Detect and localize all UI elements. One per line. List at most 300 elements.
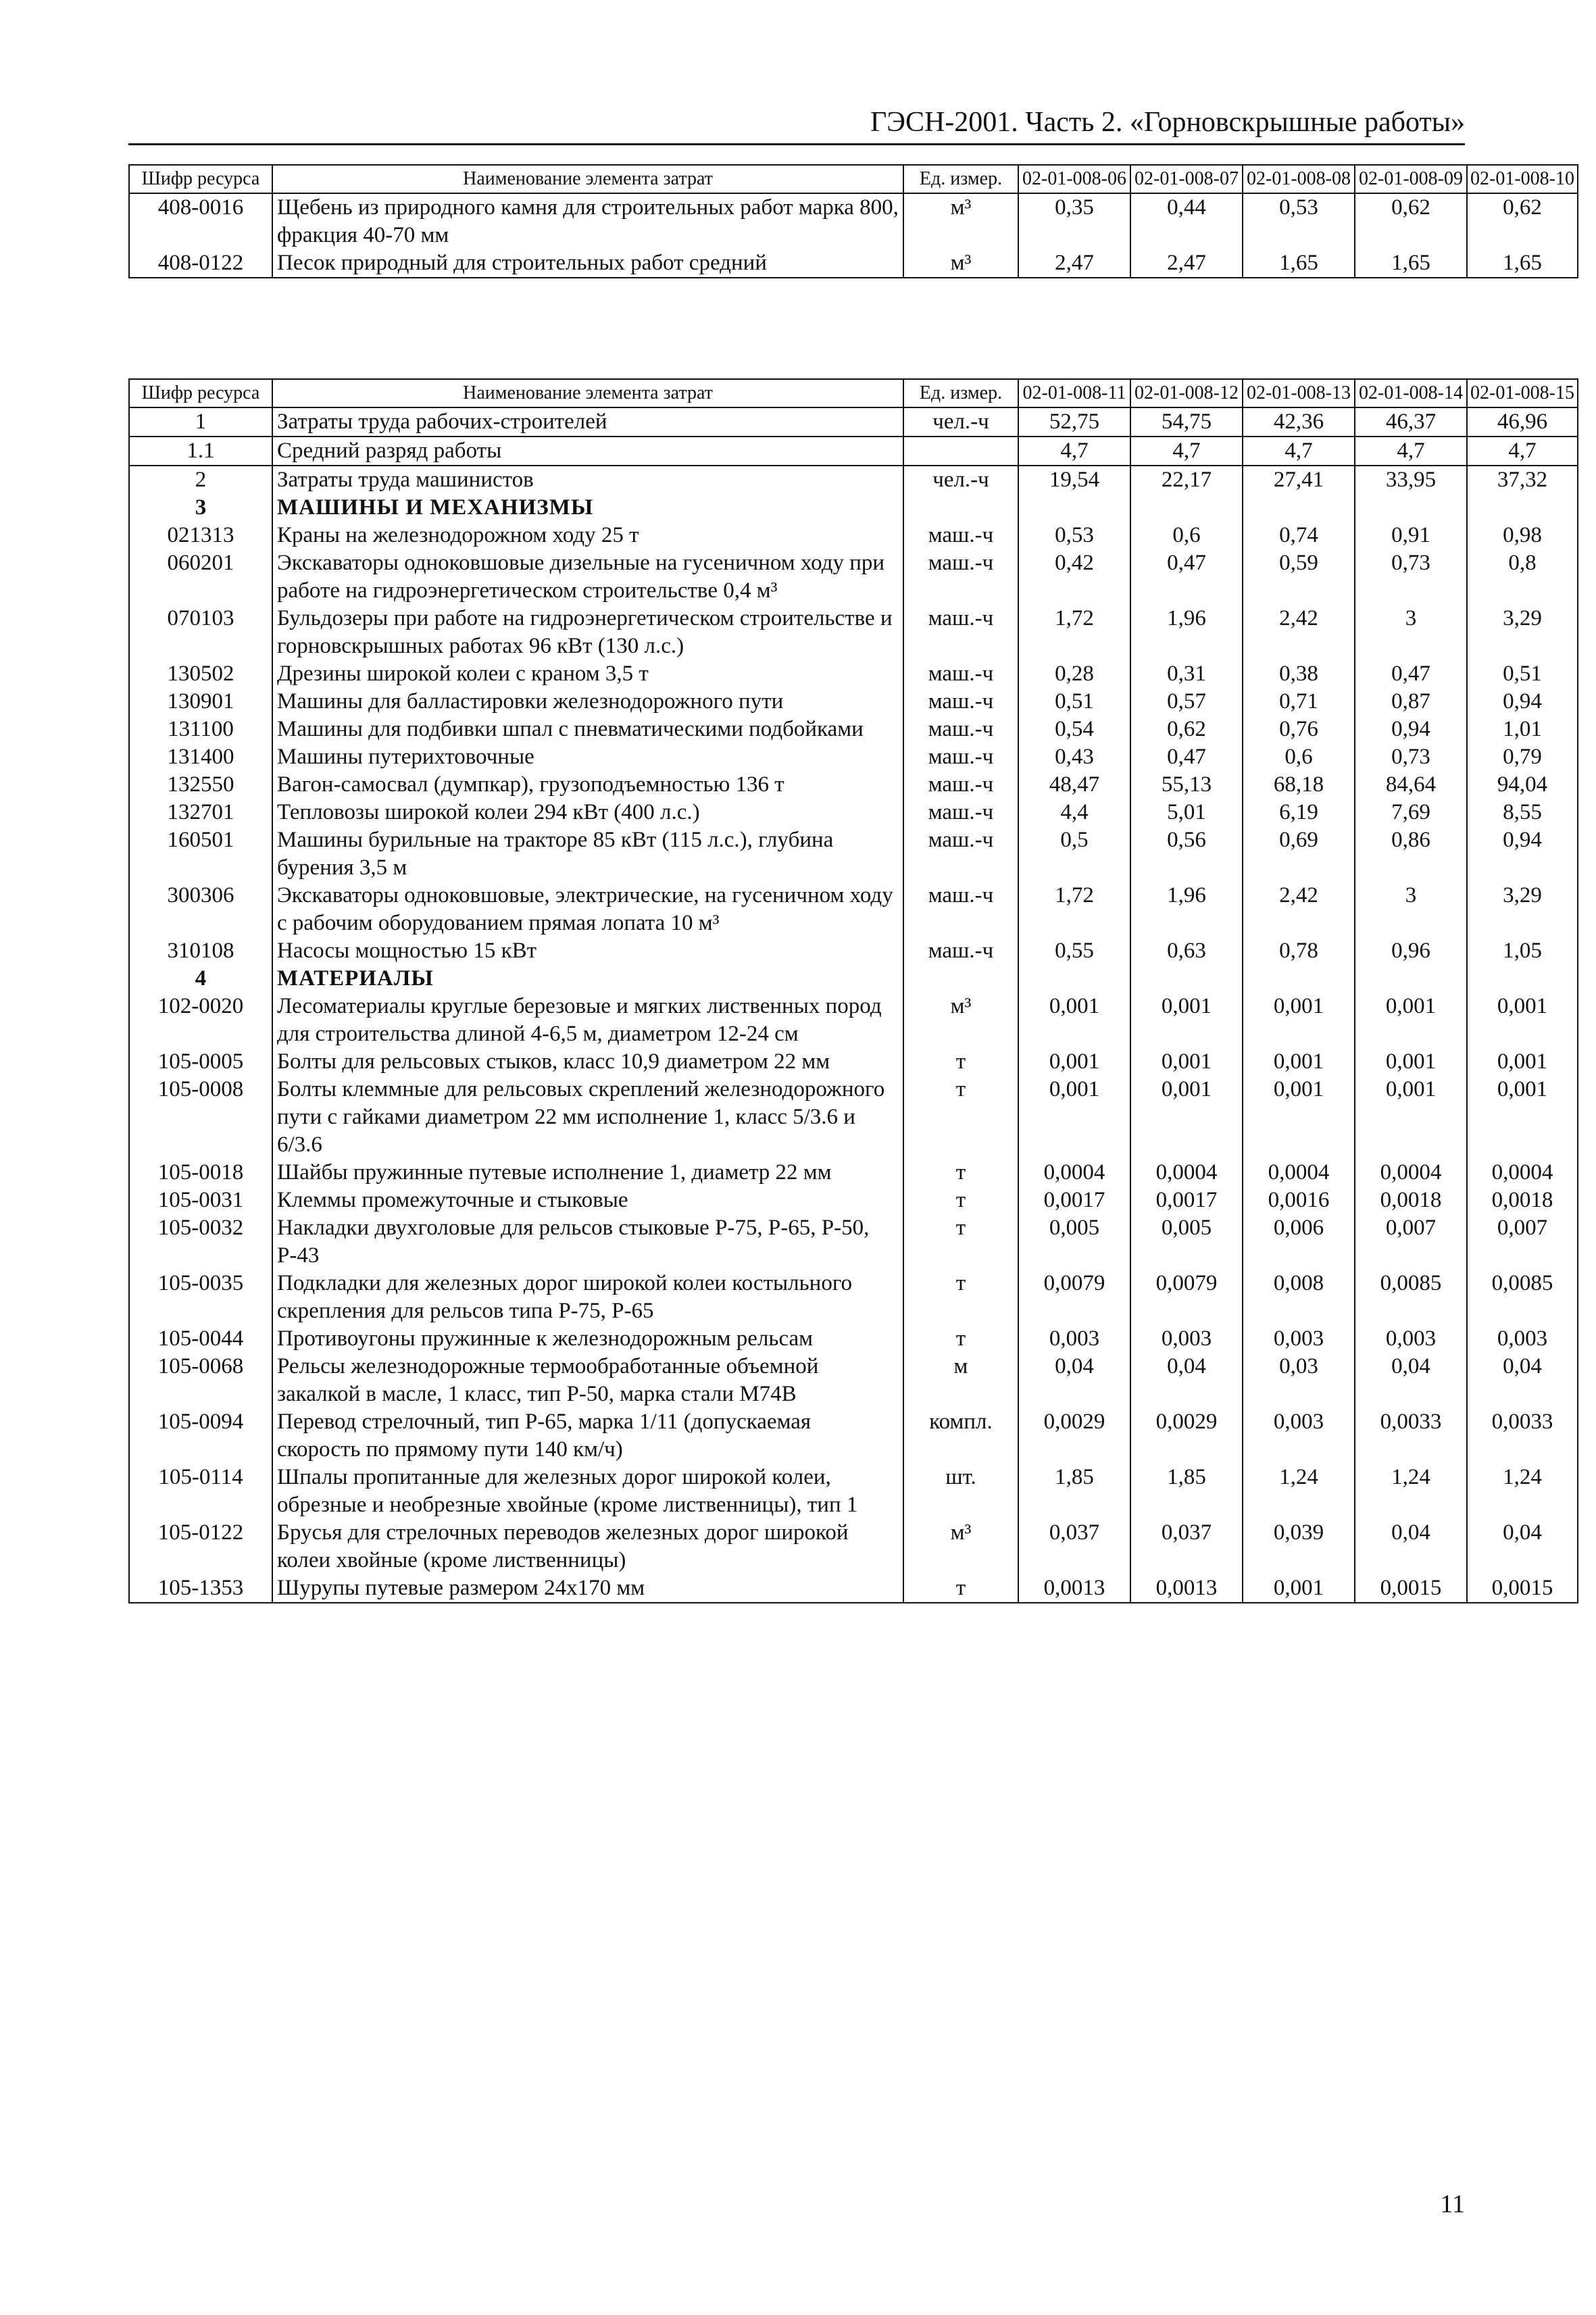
- norm-value: 0,03: [1243, 1353, 1355, 1408]
- norm-value: 4,7: [1130, 437, 1243, 466]
- table-row: [129, 882, 1578, 937]
- norm-value: [1130, 494, 1243, 522]
- unit-of-measure: маш.-ч: [903, 937, 1018, 965]
- unit-of-measure: маш.-ч: [903, 826, 1018, 882]
- norm-value: 48,47: [1018, 771, 1130, 799]
- table-row: [129, 716, 1578, 743]
- resource-code: 132701: [129, 799, 272, 826]
- norm-value: 0,59: [1243, 549, 1355, 605]
- resource-code: 105-1353: [129, 1574, 272, 1603]
- resource-code: 105-0005: [129, 1048, 272, 1076]
- norm-value: 54,75: [1130, 407, 1243, 437]
- resource-name: Экскаваторы одноковшовые дизельные на гусеничном ходу при работе на гидроэнергетическом строительстве 0,4 м³: [272, 549, 903, 605]
- page-header: [128, 107, 1465, 145]
- norm-value: 0,0004: [1018, 1159, 1130, 1187]
- table-row: [129, 1270, 1578, 1325]
- norm-value: [1467, 965, 1578, 993]
- norm-value: 7,69: [1355, 799, 1467, 826]
- norm-value: 0,62: [1467, 193, 1578, 249]
- resource-code: 300306: [129, 882, 272, 937]
- norm-value: 0,04: [1018, 1353, 1130, 1408]
- resource-name: Песок природный для строительных работ средний: [272, 249, 903, 278]
- unit-of-measure: м: [903, 1353, 1018, 1408]
- header-col-id: 02-01-008-10: [1467, 165, 1578, 193]
- header-col-id: 02-01-008-06: [1018, 165, 1130, 193]
- header-col-id: 02-01-008-12: [1130, 379, 1243, 407]
- norm-value: 0,0079: [1018, 1270, 1130, 1325]
- norm-value: 27,41: [1243, 466, 1355, 494]
- norm-value: 0,47: [1130, 743, 1243, 771]
- resource-name: Машины для балластировки железнодорожного пути: [272, 688, 903, 716]
- unit-of-measure: компл.: [903, 1408, 1018, 1464]
- norm-value: 0,001: [1355, 1048, 1467, 1076]
- unit-of-measure: т: [903, 1048, 1018, 1076]
- norm-value: 0,0029: [1018, 1408, 1130, 1464]
- norm-value: 37,32: [1467, 466, 1578, 494]
- resource-name: Клеммы промежуточные и стыковые: [272, 1187, 903, 1214]
- norm-value: 0,73: [1355, 743, 1467, 771]
- norm-value: 0,04: [1355, 1353, 1467, 1408]
- resource-name: Болты для рельсовых стыков, класс 10,9 диаметром 22 мм: [272, 1048, 903, 1076]
- header-code: Шифр ресурса: [129, 165, 272, 193]
- unit-of-measure: маш.-ч: [903, 743, 1018, 771]
- norm-value: 3,29: [1467, 882, 1578, 937]
- norm-value: 2,42: [1243, 882, 1355, 937]
- document-title: ГЭСН-2001. Часть 2. «Горновскрышные работы»: [870, 107, 1465, 138]
- resource-name: Лесоматериалы круглые березовые и мягких лиственных пород для строительства длиной 4-6,5 м, диаметром 12-24 см: [272, 993, 903, 1048]
- unit-of-measure: маш.-ч: [903, 660, 1018, 688]
- norm-value: 1,05: [1467, 937, 1578, 965]
- norm-value: 0,0085: [1355, 1270, 1467, 1325]
- norm-value: 0,0004: [1467, 1159, 1578, 1187]
- resource-code: 408-0122: [129, 249, 272, 278]
- norm-value: 0,001: [1355, 993, 1467, 1048]
- norm-value: 4,7: [1355, 437, 1467, 466]
- norm-value: 0,003: [1130, 1325, 1243, 1353]
- unit-of-measure: т: [903, 1076, 1018, 1159]
- table-row: [129, 1353, 1578, 1408]
- norm-value: 1,24: [1355, 1464, 1467, 1519]
- unit-of-measure: т: [903, 1325, 1018, 1353]
- resource-code: 021313: [129, 522, 272, 549]
- norm-value: [1130, 965, 1243, 993]
- norm-value: 0,0015: [1355, 1574, 1467, 1603]
- norm-value: 0,04: [1355, 1519, 1467, 1574]
- norm-value: 0,001: [1130, 993, 1243, 1048]
- unit-of-measure: маш.-ч: [903, 771, 1018, 799]
- norm-value: 0,94: [1355, 716, 1467, 743]
- norm-value: 0,43: [1018, 743, 1130, 771]
- header-name: Наименование элемента затрат: [272, 379, 903, 407]
- resource-name: Подкладки для железных дорог широкой колеи костыльного скрепления для рельсов типа Р-75, Р-65: [272, 1270, 903, 1325]
- norm-value: 1,85: [1018, 1464, 1130, 1519]
- resource-code: 102-0020: [129, 993, 272, 1048]
- norm-value: 0,31: [1130, 660, 1243, 688]
- norm-value: 0,78: [1243, 937, 1355, 965]
- unit-of-measure: чел.-ч: [903, 407, 1018, 437]
- norm-value: 0,94: [1467, 826, 1578, 882]
- norm-value: 0,38: [1243, 660, 1355, 688]
- resource-code: 160501: [129, 826, 272, 882]
- norm-value: 94,04: [1467, 771, 1578, 799]
- norm-value: 2,47: [1130, 249, 1243, 278]
- resource-name: Бульдозеры при работе на гидроэнергетическом строительстве и горновскрышных работах 96 кВт (130 л.с.): [272, 605, 903, 660]
- norm-value: 52,75: [1018, 407, 1130, 437]
- norm-value: 0,0018: [1467, 1187, 1578, 1214]
- resource-name: Тепловозы широкой колеи 294 кВт (400 л.с.): [272, 799, 903, 826]
- norm-value: 0,0033: [1467, 1408, 1578, 1464]
- norm-value: 84,64: [1355, 771, 1467, 799]
- norm-value: 0,04: [1467, 1353, 1578, 1408]
- norm-value: 0,57: [1130, 688, 1243, 716]
- norm-value: 0,0004: [1243, 1159, 1355, 1187]
- unit-of-measure: т: [903, 1270, 1018, 1325]
- norm-value: 0,71: [1243, 688, 1355, 716]
- table-row: [129, 1214, 1578, 1270]
- resource-code: 408-0016: [129, 193, 272, 249]
- norm-value: 0,47: [1355, 660, 1467, 688]
- unit-of-measure: [903, 965, 1018, 993]
- unit-of-measure: т: [903, 1159, 1018, 1187]
- unit-of-measure: шт.: [903, 1464, 1018, 1519]
- norm-value: 0,04: [1130, 1353, 1243, 1408]
- resource-code: 1.1: [129, 437, 272, 466]
- norm-value: 0,28: [1018, 660, 1130, 688]
- resource-name: Щебень из природного камня для строительных работ марка 800, фракция 40-70 мм: [272, 193, 903, 249]
- norm-value: 0,51: [1467, 660, 1578, 688]
- norm-value: 0,35: [1018, 193, 1130, 249]
- resource-name: Вагон-самосвал (думпкар), грузоподъемностью 136 т: [272, 771, 903, 799]
- norm-value: 0,005: [1018, 1214, 1130, 1270]
- norm-value: 0,53: [1018, 522, 1130, 549]
- table-row: [129, 1048, 1578, 1076]
- norm-value: 0,001: [1018, 1076, 1130, 1159]
- norm-value: 46,37: [1355, 407, 1467, 437]
- header-unit: Ед. измер.: [903, 379, 1018, 407]
- header-col-id: 02-01-008-09: [1355, 165, 1467, 193]
- table-header-row: [129, 165, 1578, 193]
- unit-of-measure: маш.-ч: [903, 882, 1018, 937]
- norm-value: 0,96: [1355, 937, 1467, 965]
- resource-name: Противоугоны пружинные к железнодорожным рельсам: [272, 1325, 903, 1353]
- norm-value: 19,54: [1018, 466, 1130, 494]
- norm-value: 0,56: [1130, 826, 1243, 882]
- resource-name: Рельсы железнодорожные термообработанные объемной закалкой в масле, 1 класс, тип Р-50, марка стали М74В: [272, 1353, 903, 1408]
- resource-name: Шайбы пружинные путевые исполнение 1, диаметр 22 мм: [272, 1159, 903, 1187]
- norm-value: 0,001: [1243, 1076, 1355, 1159]
- norm-value: 0,003: [1467, 1325, 1578, 1353]
- resource-code: 105-0018: [129, 1159, 272, 1187]
- resource-code: 130502: [129, 660, 272, 688]
- resource-code: 105-0044: [129, 1325, 272, 1353]
- norm-value: 1,85: [1130, 1464, 1243, 1519]
- resource-name: Накладки двухголовые для рельсов стыковые Р-75, Р-65, Р-50, Р-43: [272, 1214, 903, 1270]
- unit-of-measure: т: [903, 1214, 1018, 1270]
- norm-value: 0,55: [1018, 937, 1130, 965]
- norm-value: 0,42: [1018, 549, 1130, 605]
- norm-value: 22,17: [1130, 466, 1243, 494]
- table-row: [129, 1325, 1578, 1353]
- resource-name: Затраты труда рабочих-строителей: [272, 407, 903, 437]
- norm-value: 6,19: [1243, 799, 1355, 826]
- unit-of-measure: [903, 437, 1018, 466]
- norm-value: 3: [1355, 605, 1467, 660]
- table-row: [129, 1519, 1578, 1574]
- resource-code: 4: [129, 965, 272, 993]
- norm-value: 0,001: [1355, 1076, 1467, 1159]
- norm-value: 0,5: [1018, 826, 1130, 882]
- table-row: [129, 826, 1578, 882]
- norm-value: 0,003: [1355, 1325, 1467, 1353]
- norm-value: 0,62: [1130, 716, 1243, 743]
- unit-of-measure: чел.-ч: [903, 466, 1018, 494]
- resource-code: 105-0035: [129, 1270, 272, 1325]
- norm-value: 0,04: [1467, 1519, 1578, 1574]
- resource-code: 070103: [129, 605, 272, 660]
- header-code: Шифр ресурса: [129, 379, 272, 407]
- table-row: [129, 249, 1578, 278]
- unit-of-measure: маш.-ч: [903, 799, 1018, 826]
- table-row: [129, 799, 1578, 826]
- norm-value: [1467, 494, 1578, 522]
- norm-value: 0,73: [1355, 549, 1467, 605]
- table-header-row: [129, 379, 1578, 407]
- norm-value: 0,0016: [1243, 1187, 1355, 1214]
- table-row: [129, 688, 1578, 716]
- unit-of-measure: маш.-ч: [903, 522, 1018, 549]
- norm-value: 0,8: [1467, 549, 1578, 605]
- header-col-id: 02-01-008-13: [1243, 379, 1355, 407]
- norm-value: 0,001: [1018, 1048, 1130, 1076]
- unit-of-measure: маш.-ч: [903, 688, 1018, 716]
- norm-value: 0,6: [1130, 522, 1243, 549]
- table-row: [129, 743, 1578, 771]
- norm-value: 0,001: [1467, 993, 1578, 1048]
- norm-value: 68,18: [1243, 771, 1355, 799]
- norm-value: 0,037: [1018, 1519, 1130, 1574]
- unit-of-measure: м³: [903, 193, 1018, 249]
- unit-of-measure: м³: [903, 993, 1018, 1048]
- norm-value: 0,6: [1243, 743, 1355, 771]
- header-col-id: 02-01-008-08: [1243, 165, 1355, 193]
- norm-value: 0,79: [1467, 743, 1578, 771]
- norm-value: 0,94: [1467, 688, 1578, 716]
- header-unit: Ед. измер.: [903, 165, 1018, 193]
- resource-table-2: [128, 378, 1578, 1603]
- table-row: [129, 660, 1578, 688]
- norm-value: 0,037: [1130, 1519, 1243, 1574]
- norm-value: 1,96: [1130, 605, 1243, 660]
- header-col-id: 02-01-008-11: [1018, 379, 1130, 407]
- resource-code: 131400: [129, 743, 272, 771]
- table-row: [129, 437, 1578, 466]
- norm-value: [1018, 965, 1130, 993]
- resource-code: 105-0068: [129, 1353, 272, 1408]
- norm-value: 0,008: [1243, 1270, 1355, 1325]
- norm-value: [1355, 965, 1467, 993]
- unit-of-measure: маш.-ч: [903, 716, 1018, 743]
- norm-value: 0,0085: [1467, 1270, 1578, 1325]
- unit-of-measure: т: [903, 1574, 1018, 1603]
- norm-value: 3,29: [1467, 605, 1578, 660]
- resource-name: Дрезины широкой колеи с краном 3,5 т: [272, 660, 903, 688]
- norm-value: 0,0004: [1355, 1159, 1467, 1187]
- resource-name: Шурупы путевые размером 24х170 мм: [272, 1574, 903, 1603]
- norm-value: 0,001: [1243, 993, 1355, 1048]
- norm-value: 1,24: [1467, 1464, 1578, 1519]
- table-row: [129, 1159, 1578, 1187]
- header-col-id: 02-01-008-15: [1467, 379, 1578, 407]
- norm-value: 0,87: [1355, 688, 1467, 716]
- resource-name: Средний разряд работы: [272, 437, 903, 466]
- norm-value: 1,96: [1130, 882, 1243, 937]
- resource-name: Машины путерихтовочные: [272, 743, 903, 771]
- resource-code: 131100: [129, 716, 272, 743]
- norm-value: 0,0079: [1130, 1270, 1243, 1325]
- resource-code: 060201: [129, 549, 272, 605]
- resource-code: 3: [129, 494, 272, 522]
- norm-value: 0,001: [1467, 1076, 1578, 1159]
- norm-value: 0,001: [1243, 1574, 1355, 1603]
- unit-of-measure: маш.-ч: [903, 549, 1018, 605]
- norm-value: 1,65: [1243, 249, 1355, 278]
- unit-of-measure: [903, 494, 1018, 522]
- norm-value: 4,4: [1018, 799, 1130, 826]
- resource-code: 105-0094: [129, 1408, 272, 1464]
- page-number: 11: [1440, 2190, 1465, 2218]
- resource-code: 132550: [129, 771, 272, 799]
- unit-of-measure: м³: [903, 1519, 1018, 1574]
- norm-value: 0,006: [1243, 1214, 1355, 1270]
- norm-value: 8,55: [1467, 799, 1578, 826]
- norm-value: 42,36: [1243, 407, 1355, 437]
- table-row: [129, 1187, 1578, 1214]
- norm-value: 0,0015: [1467, 1574, 1578, 1603]
- resource-name: Брусья для стрелочных переводов железных дорог широкой колеи хвойные (кроме лиственницы): [272, 1519, 903, 1574]
- resource-code: 105-0032: [129, 1214, 272, 1270]
- norm-value: 0,0017: [1130, 1187, 1243, 1214]
- norm-value: 0,0029: [1130, 1408, 1243, 1464]
- table-2-body: [129, 407, 1578, 1603]
- header-col-id: 02-01-008-14: [1355, 379, 1467, 407]
- norm-value: 2,47: [1018, 249, 1130, 278]
- norm-value: 0,007: [1355, 1214, 1467, 1270]
- norm-value: 0,0018: [1355, 1187, 1467, 1214]
- norm-value: 0,53: [1243, 193, 1355, 249]
- table-row: [129, 605, 1578, 660]
- resource-code: 105-0031: [129, 1187, 272, 1214]
- norm-value: 0,001: [1467, 1048, 1578, 1076]
- norm-value: 0,54: [1018, 716, 1130, 743]
- norm-value: [1018, 494, 1130, 522]
- resource-name: Шпалы пропитанные для железных дорог широкой колеи, обрезные и необрезные хвойные (кроме лиственницы), тип 1: [272, 1464, 903, 1519]
- resource-name: Перевод стрелочный, тип Р-65, марка 1/11 (допускаемая скорость по прямому пути 140 км/ч): [272, 1408, 903, 1464]
- table-row: [129, 965, 1578, 993]
- unit-of-measure: м³: [903, 249, 1018, 278]
- norm-value: 0,0033: [1355, 1408, 1467, 1464]
- norm-value: 0,69: [1243, 826, 1355, 882]
- norm-value: 1,01: [1467, 716, 1578, 743]
- norm-value: 0,44: [1130, 193, 1243, 249]
- norm-value: 0,005: [1130, 1214, 1243, 1270]
- norm-value: 0,47: [1130, 549, 1243, 605]
- unit-of-measure: т: [903, 1187, 1018, 1214]
- table-row: [129, 466, 1578, 494]
- norm-value: 1,65: [1467, 249, 1578, 278]
- norm-value: 1,72: [1018, 882, 1130, 937]
- norm-value: 33,95: [1355, 466, 1467, 494]
- norm-value: 0,98: [1467, 522, 1578, 549]
- norm-value: 3: [1355, 882, 1467, 937]
- table-row: [129, 407, 1578, 437]
- norm-value: 0,63: [1130, 937, 1243, 965]
- resource-code: 130901: [129, 688, 272, 716]
- norm-value: 0,0013: [1130, 1574, 1243, 1603]
- resource-code: 310108: [129, 937, 272, 965]
- table-row: [129, 193, 1578, 249]
- norm-value: [1243, 494, 1355, 522]
- norm-value: 0,76: [1243, 716, 1355, 743]
- norm-value: 1,72: [1018, 605, 1130, 660]
- norm-value: 0,0017: [1018, 1187, 1130, 1214]
- table-row: [129, 1464, 1578, 1519]
- norm-value: 0,0013: [1018, 1574, 1130, 1603]
- unit-of-measure: маш.-ч: [903, 605, 1018, 660]
- table-row: [129, 522, 1578, 549]
- table-row: [129, 771, 1578, 799]
- norm-value: 4,7: [1243, 437, 1355, 466]
- table-row: [129, 937, 1578, 965]
- norm-value: 1,65: [1355, 249, 1467, 278]
- norm-value: 0,039: [1243, 1519, 1355, 1574]
- table-row: [129, 1408, 1578, 1464]
- norm-value: 2,42: [1243, 605, 1355, 660]
- norm-value: 1,24: [1243, 1464, 1355, 1519]
- norm-value: 0,51: [1018, 688, 1130, 716]
- resource-name: Затраты труда машинистов: [272, 466, 903, 494]
- table-row: [129, 993, 1578, 1048]
- norm-value: [1243, 965, 1355, 993]
- norm-value: 5,01: [1130, 799, 1243, 826]
- resource-name: Насосы мощностью 15 кВт: [272, 937, 903, 965]
- norm-value: 0,001: [1130, 1048, 1243, 1076]
- resource-code: 2: [129, 466, 272, 494]
- norm-value: 0,001: [1243, 1048, 1355, 1076]
- norm-value: 55,13: [1130, 771, 1243, 799]
- header-col-id: 02-01-008-07: [1130, 165, 1243, 193]
- norm-value: 0,003: [1243, 1325, 1355, 1353]
- norm-value: 0,74: [1243, 522, 1355, 549]
- norm-value: [1355, 494, 1467, 522]
- resource-table-1: [128, 164, 1578, 278]
- norm-value: 4,7: [1467, 437, 1578, 466]
- norm-value: 0,0004: [1130, 1159, 1243, 1187]
- norm-value: 0,91: [1355, 522, 1467, 549]
- norm-value: 0,62: [1355, 193, 1467, 249]
- norm-value: 0,001: [1130, 1076, 1243, 1159]
- resource-code: 105-0122: [129, 1519, 272, 1574]
- norm-value: 0,86: [1355, 826, 1467, 882]
- table-row: [129, 549, 1578, 605]
- resource-name: Краны на железнодорожном ходу 25 т: [272, 522, 903, 549]
- resource-code: 105-0008: [129, 1076, 272, 1159]
- table-1-body: [129, 193, 1578, 278]
- resource-name: Болты клеммные для рельсовых скреплений железнодорожного пути с гайками диаметром 22 мм исполнение 1, класс 5/3.6 и 6/3.6: [272, 1076, 903, 1159]
- header-name: Наименование элемента затрат: [272, 165, 903, 193]
- norm-value: 0,001: [1018, 993, 1130, 1048]
- table-row: [129, 494, 1578, 522]
- table-row: [129, 1076, 1578, 1159]
